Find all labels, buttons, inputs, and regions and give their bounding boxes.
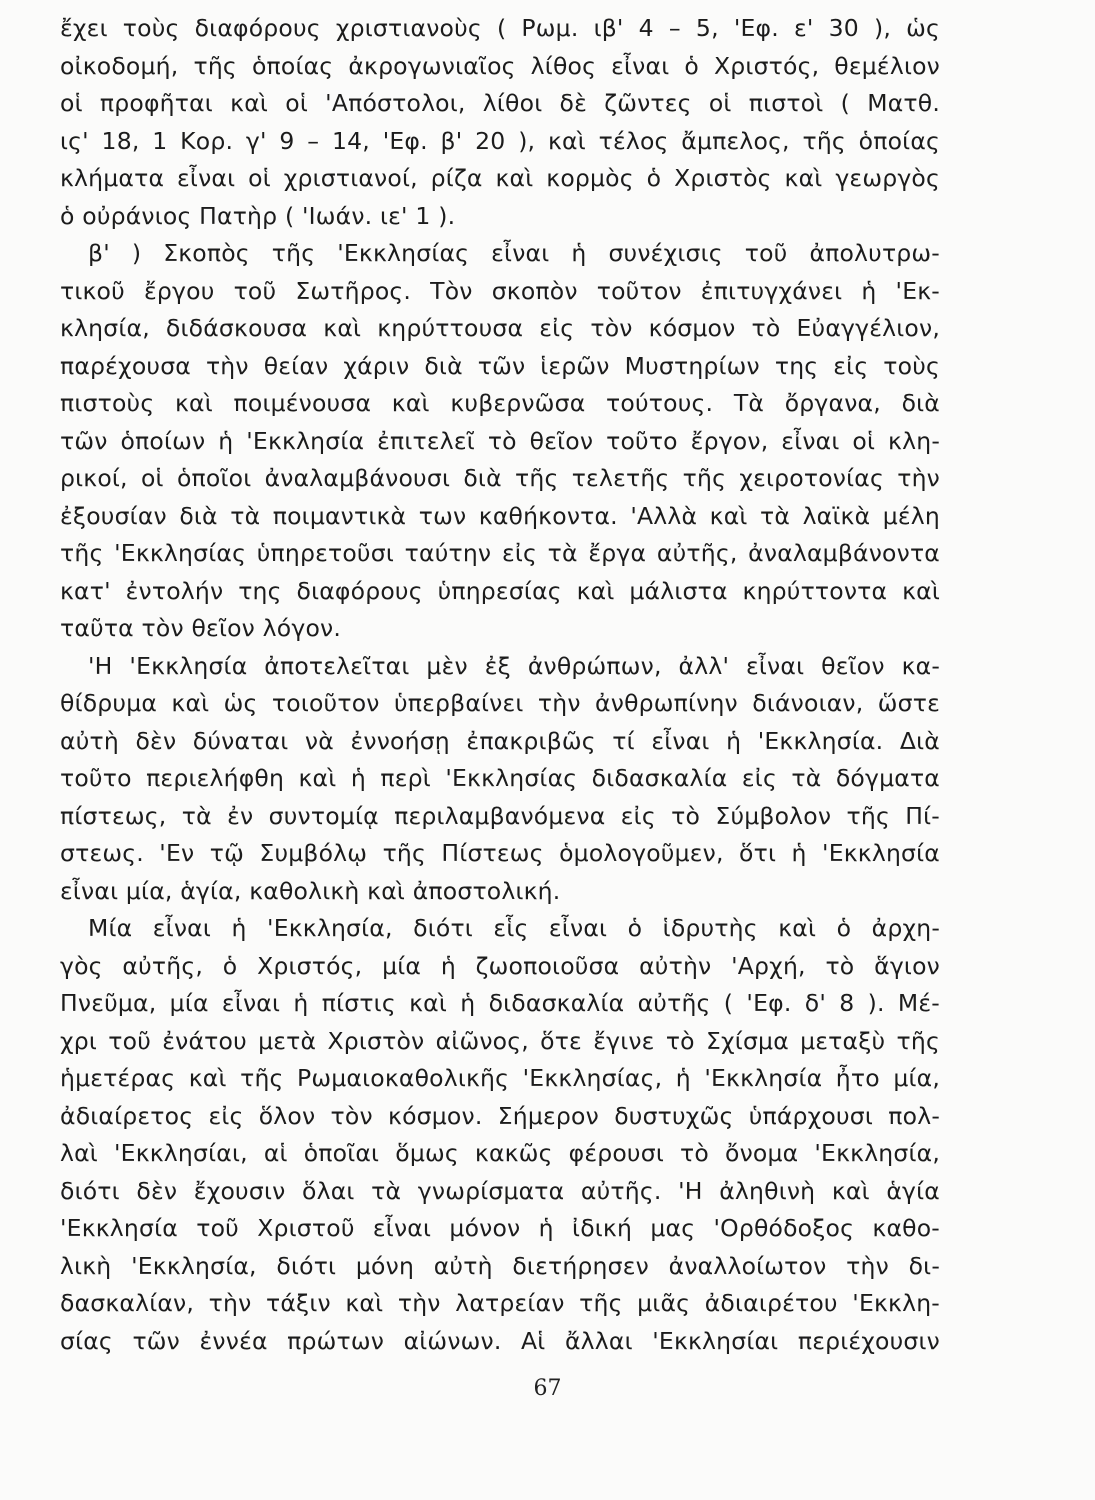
text-line: λικὴ 'Εκκλησία, διότι μόνη αὐτὴ διετήρησεν ἀναλλοίωτον τὴν δι-	[60, 1251, 940, 1280]
text-line: ρικοί, οἱ ὁποῖοι ἀναλαμβάνουσι διὰ τῆς τελετῆς τῆς χειροτονίας τὴν	[60, 464, 940, 492]
text-line: ις' 18, 1 Κορ. γ' 9 – 14, 'Εφ. β' 20 ), καὶ τέλος ἄμπελος, τῆς ὁποίας	[60, 126, 940, 155]
text-line: ἐξουσίαν διὰ τὰ ποιμαντικὰ των καθήκοντα. 'Αλλὰ καὶ τὰ λαϊκὰ μέλη	[60, 501, 940, 530]
text-line: ἔχει τοὺς διαφόρους χριστιανοὺς ( Ρωμ. ιβ' 4 – 5, 'Εφ. ε' 30 ), ὡς	[60, 14, 940, 42]
text-line: τῆς 'Εκκλησίας ὑπηρετοῦσι ταύτην εἰς τὰ ἔργα αὐτῆς, ἀναλαμβάνοντα	[60, 539, 940, 567]
text-line: πιστοὺς καὶ ποιμένουσα καὶ κυβερνῶσα τούτους. Τὰ ὄργανα, διὰ	[60, 389, 940, 417]
text-line: σίας τῶν ἐννέα πρώτων αἰώνων. Αἱ ἄλλαι 'Εκκλησίαι περιέχουσιν	[60, 1326, 940, 1355]
text-line: Μία εἶναι ἡ 'Εκκλησία, διότι εἷς εἶναι ὁ ἱδρυτὴς καὶ ὁ ἀρχη-	[88, 914, 940, 942]
text-line: γὸς αὐτῆς, ὁ Χριστός, μία ἡ ζωοποιοῦσα αὐτὴν 'Αρχή, τὸ ἅγιον	[60, 951, 940, 980]
body-text	[60, 10, 940, 1360]
text-line: αὐτὴ δὲν δύναται νὰ ἐννοήσῃ ἐπακριβῶς τί εἶναι ἡ 'Εκκλησία. Διὰ	[60, 726, 940, 755]
text-line: χρι τοῦ ἐνάτου μετὰ Χριστὸν αἰῶνος, ὅτε ἔγινε τὸ Σχίσμα μεταξὺ τῆς	[60, 1026, 940, 1055]
text-line: στεως. 'Εν τῷ Συμβόλῳ τῆς Πίστεως ὁμολογοῦμεν, ὅτι ἡ 'Εκκλησία	[60, 839, 940, 867]
text-line: πίστεως, τὰ ἐν συντομίᾳ περιλαμβανόμενα εἰς τὸ Σύμβολον τῆς Πί-	[60, 801, 940, 830]
text-line: ταῦτα τὸν θεῖον λόγον.	[60, 614, 342, 642]
text-line: ἡμετέρας καὶ τῆς Ρωμαιοκαθολικῆς 'Εκκλησίας, ἡ 'Εκκλησία ἦτο μία,	[60, 1064, 940, 1092]
text-line: τοῦτο περιελήφθη καὶ ἡ περὶ 'Εκκλησίας διδασκαλία εἰς τὰ δόγματα	[60, 764, 940, 792]
text-line: δασκαλίαν, τὴν τάξιν καὶ τὴν λατρείαν τῆς μιᾶς ἀδιαιρέτου 'Εκκλη-	[60, 1289, 940, 1317]
text-line: διότι δὲν ἔχουσιν ὅλαι τὰ γνωρίσματα αὐτῆς. 'Η ἀληθινὴ καὶ ἁγία	[60, 1176, 940, 1205]
text-line: οἰκοδομή, τῆς ὁποίας ἀκρογωνιαῖος λίθος εἶναι ὁ Χριστός, θεμέλιον	[60, 51, 940, 80]
text-line: λαὶ 'Εκκλησίαι, αἱ ὁποῖαι ὅμως κακῶς φέρουσι τὸ ὄνομα 'Εκκλησία,	[60, 1139, 940, 1167]
text-line: β' ) Σκοπὸς τῆς 'Εκκλησίας εἶναι ἡ συνέχισις τοῦ ἀπολυτρω-	[88, 239, 940, 267]
text-line: θίδρυμα καὶ ὡς τοιοῦτον ὑπερβαίνει τὴν ἀνθρωπίνην διάνοιαν, ὥστε	[60, 689, 940, 717]
text-line: τῶν ὁποίων ἡ 'Εκκλησία ἐπιτελεῖ τὸ θεῖον τοῦτο ἔργον, εἶναι οἱ κλη-	[60, 426, 940, 455]
text-line: ἀδιαίρετος εἰς ὅλον τὸν κόσμον. Σήμερον δυστυχῶς ὑπάρχουσι πολ-	[60, 1101, 940, 1130]
text-line: εἶναι μία, ἁγία, καθολικὴ καὶ ἀποστολική.	[60, 876, 561, 905]
text-line: τικοῦ ἔργου τοῦ Σωτῆρος. Τὸν σκοπὸν τοῦτον ἐπιτυγχάνει ἡ 'Εκ-	[60, 276, 940, 305]
text-line: ὁ οὐράνιος Πατὴρ ( 'Ιωάν. ιε' 1 ).	[60, 201, 456, 230]
text-line: κλήματα εἶναι οἱ χριστιανοί, ρίζα καὶ κορμὸς ὁ Χριστὸς καὶ γεωργὸς	[60, 164, 940, 192]
text-line: Πνεῦμα, μία εἶναι ἡ πίστις καὶ ἡ διδασκαλία αὐτῆς ( 'Εφ. δ' 8 ). Μέ-	[60, 989, 940, 1017]
text-line: κλησία, διδάσκουσα καὶ κηρύττουσα εἰς τὸν κόσμον τὸ Εὐαγγέλιον,	[60, 314, 940, 342]
text-line: οἱ προφῆται καὶ οἱ 'Απόστολοι, λίθοι δὲ ζῶντες οἱ πιστοὶ ( Ματθ.	[60, 89, 940, 117]
text-line: παρέχουσα τὴν θείαν χάριν διὰ τῶν ἱερῶν Μυστηρίων της εἰς τοὺς	[60, 351, 940, 380]
page-number: 67	[533, 1376, 562, 1401]
text-line: κατ' ἐντολήν της διαφόρους ὑπηρεσίας καὶ μάλιστα κηρύττοντα καὶ	[60, 576, 940, 605]
text-line: 'Η 'Εκκλησία ἀποτελεῖται μὲν ἐξ ἀνθρώπων, ἀλλ' εἶναι θεῖον κα-	[88, 651, 940, 680]
text-line: 'Εκκλησία τοῦ Χριστοῦ εἶναι μόνον ἡ ἰδική μας 'Ορθόδοξος καθο-	[60, 1214, 940, 1242]
